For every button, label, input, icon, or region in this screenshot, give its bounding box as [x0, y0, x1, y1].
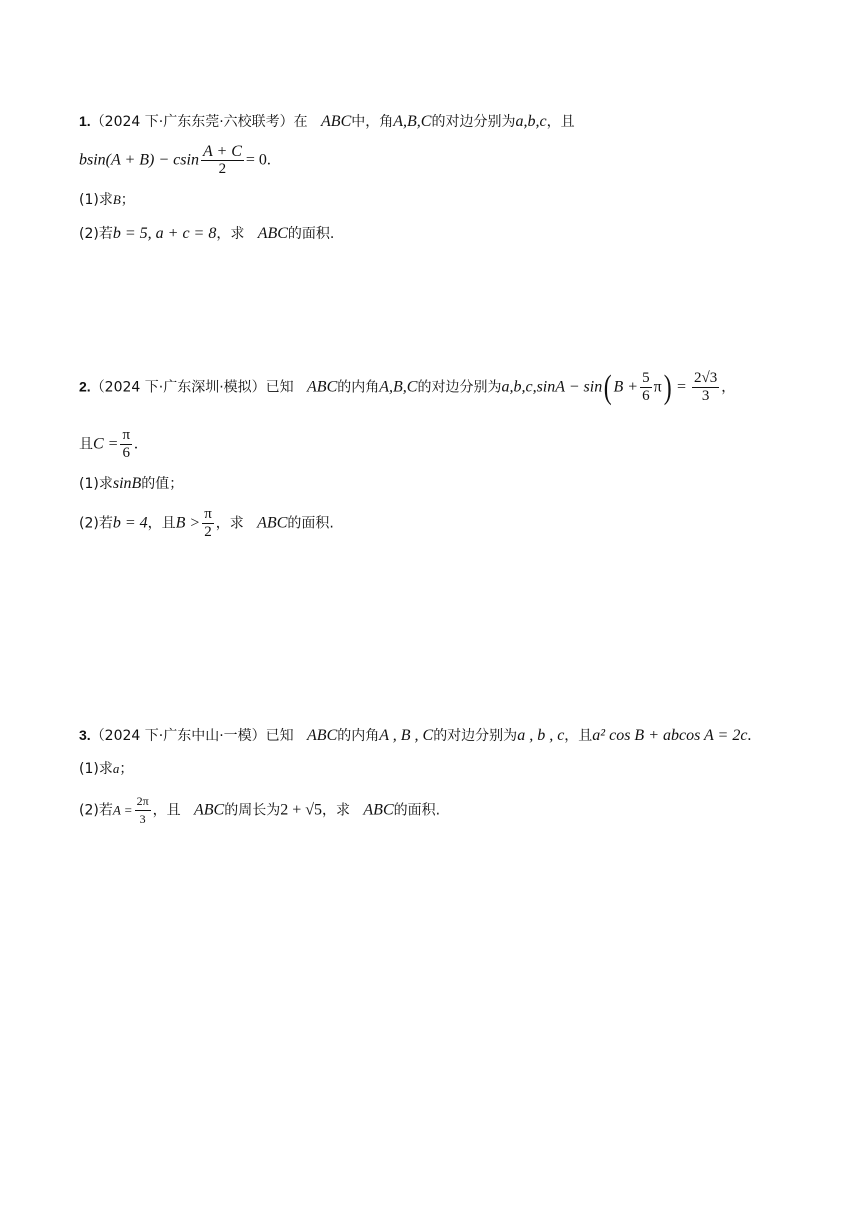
fraction [692, 370, 719, 405]
stem-text: ，且 [564, 728, 593, 744]
part-text: 的面积. [287, 515, 334, 532]
angle-names: A , B , C [379, 727, 434, 744]
problem-3-part-2 [79, 793, 440, 828]
problem-3-stem [79, 725, 751, 746]
perimeter-value: 2 + √5 [280, 801, 323, 819]
stem-text: . [747, 727, 752, 744]
part-expression: A = [112, 802, 133, 818]
problem-3-part-1 [79, 759, 133, 779]
part-expression: a [112, 761, 120, 776]
triangle-name: ABC [321, 113, 352, 130]
part-expression: b = 5, a + c = 8 [112, 225, 217, 242]
part-label: (2)若 [79, 515, 113, 532]
part-text: 的值； [141, 476, 184, 492]
problem-2-part-2 [79, 506, 334, 541]
side-names: a,b,c [515, 113, 547, 130]
part-expression: B > [175, 514, 201, 532]
stem-text: 已知 [265, 379, 294, 396]
part-text: ，且 [152, 802, 181, 819]
part-expression: sinB [112, 475, 142, 492]
part-text: ； [119, 761, 134, 777]
stem-text: 的对边分别为 [431, 114, 516, 130]
fraction-numerator: 2√3 [694, 370, 718, 386]
stem-text: 且 [79, 436, 93, 453]
stem-text: 的内角 [337, 379, 380, 396]
fraction-numerator: π [204, 506, 212, 522]
stem-text: ，且 [546, 114, 575, 130]
fraction-denominator: 2 [218, 161, 227, 177]
part-text: 的周长为 [224, 802, 281, 819]
problem-source: （2024 下·广东深圳·模拟） [90, 379, 266, 396]
stem-text: 的对边分别为 [433, 728, 518, 744]
problem-number: 1. [79, 113, 91, 129]
fraction [135, 793, 151, 828]
stem-text: . [134, 435, 139, 453]
fraction-denominator: 2 [204, 524, 212, 540]
fraction-numerator: A + C [202, 143, 242, 160]
problem-number: 3. [79, 727, 91, 743]
part-label: (2)若 [79, 226, 113, 242]
problem-number: 2. [79, 378, 91, 395]
part-text: ； [120, 192, 135, 208]
triangle-name: ABC [257, 514, 288, 532]
part-text: ，求 [322, 802, 351, 819]
fraction [202, 506, 214, 541]
problem-1-stem [79, 111, 575, 132]
angle-names: A,B,C [393, 113, 432, 130]
part-label: (1)求 [79, 761, 113, 777]
stem-text: 的对边分别为 [417, 379, 502, 396]
equation-lhs: a,b,c,sinA − sin [501, 378, 603, 396]
side-names: a , b , c [517, 727, 565, 744]
fraction [120, 427, 132, 462]
part-text: ，求 [216, 226, 245, 242]
problem-2-condition [79, 427, 138, 462]
fraction-denominator: 6 [122, 445, 130, 461]
triangle-name: ABC [257, 225, 288, 242]
part-expression: b = 4 [112, 514, 148, 532]
part-label: (2)若 [79, 802, 113, 819]
part-label: (1)求 [79, 476, 113, 492]
part-text: ，且 [147, 515, 176, 532]
triangle-name: ABC [307, 727, 338, 744]
fraction-numerator: 5 [642, 370, 650, 386]
stem-text: 已知 [265, 728, 294, 744]
fraction-denominator: 3 [701, 388, 710, 404]
stem-text: ， [721, 379, 736, 396]
condition-expression: C = [93, 435, 119, 453]
fraction-denominator: 6 [642, 388, 650, 404]
part-text: 的面积. [393, 802, 441, 819]
fraction-numerator: 2π [135, 793, 151, 811]
fraction-denominator: 3 [139, 812, 146, 826]
problem-1-equation [79, 143, 271, 178]
problem-2-stem: 2.（2024 下·广东深圳·模拟）已知 ABC的内角A,B,C的对边分别为a,b,c,sinA − sin( B + $\frac{5}{6}$ π) = $\frac{2√3}{3}$ ， [79, 368, 736, 406]
problem-source: （2024 下·广东东莞·六校联考） [90, 114, 294, 130]
left-paren: ( [603, 368, 612, 406]
fraction [201, 143, 244, 178]
part-label: (1)求 [79, 192, 113, 208]
triangle-name: ABC [194, 801, 225, 819]
equation-lhs: bsin(A + B) − csin [79, 151, 199, 169]
equation-rhs: = 0. [245, 151, 271, 169]
triangle-name: ABC [307, 378, 338, 396]
equation-inner: B + [613, 378, 639, 396]
part-text: ，求 [215, 515, 244, 532]
problem-source: （2024 下·广东中山·一模） [90, 728, 266, 744]
problem-1-part-1 [79, 190, 135, 210]
stem-text: 在 [293, 114, 308, 130]
fraction-numerator: π [122, 427, 131, 443]
equation: a² cos B + abcos A = 2c [592, 727, 748, 744]
problem-1-part-2 [79, 224, 334, 244]
stem-text: 中，角 [351, 114, 394, 130]
right-paren: ) [663, 368, 672, 406]
angle-names: A,B,C [379, 378, 418, 396]
fraction [640, 370, 652, 405]
problem-2-part-1 [79, 474, 183, 494]
part-expression: B [112, 192, 121, 207]
triangle-name: ABC [363, 801, 394, 819]
part-text: 的面积. [287, 226, 335, 242]
stem-text: 的内角 [337, 728, 380, 744]
pi-symbol: π [653, 378, 662, 396]
